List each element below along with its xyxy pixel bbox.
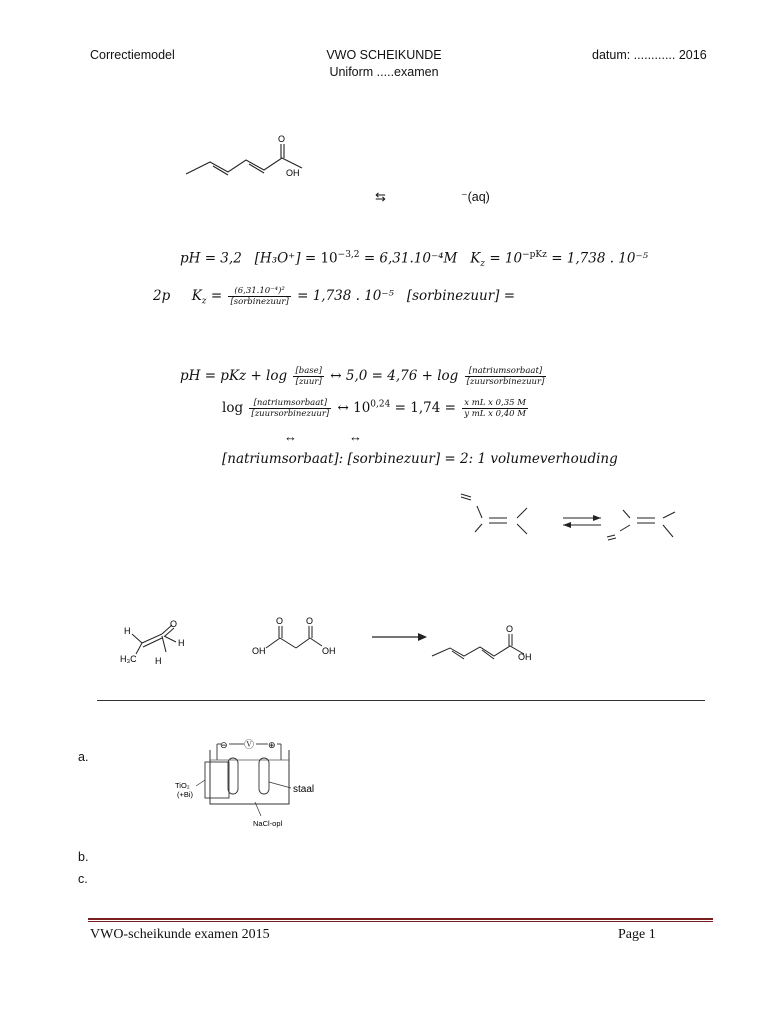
equilibrium-arrow: ⇆ bbox=[375, 189, 386, 204]
h-label-1: H bbox=[124, 626, 131, 636]
buffer-arrow-2: ↔ bbox=[349, 429, 362, 444]
minus-terminal: ⊖ bbox=[220, 740, 228, 750]
calc2-fraction bbox=[228, 286, 290, 307]
buffer-arrow-1: ↔ bbox=[284, 429, 297, 444]
calc-h3o-base: 10 bbox=[320, 250, 338, 267]
steel-label: staal bbox=[293, 784, 315, 795]
hydroxyl-label-3: OH bbox=[322, 646, 336, 656]
buffer-line-1 bbox=[180, 366, 548, 387]
buffer-power-exp: 0,24 bbox=[370, 399, 391, 410]
buffer-log: log bbox=[222, 400, 244, 416]
calc-kz-value: = 1,738 . 10⁻⁵ bbox=[551, 250, 649, 267]
header-left: Correctiemodel bbox=[90, 48, 175, 62]
frac-volume-x: x mL x 0,35 M bbox=[462, 398, 528, 409]
points-label: 2p bbox=[153, 288, 171, 304]
frac-sorbic: [zuursorbinezuur] bbox=[466, 377, 545, 387]
electrochemical-cell-diagram bbox=[165, 734, 345, 830]
page-number: Page 1 bbox=[618, 927, 656, 942]
oxygen-label-5: O bbox=[506, 624, 514, 634]
frac-volume-y: y mL x 0,40 M bbox=[464, 409, 526, 419]
sorbic-acid-product bbox=[428, 620, 538, 664]
calc-h3o: [H₃O⁺] = bbox=[254, 250, 317, 267]
hydroxyl-label: OH bbox=[286, 168, 300, 178]
oxygen-label-3: O bbox=[276, 616, 284, 626]
equilibrium-product: ⁻(aq) bbox=[461, 190, 490, 204]
buffer-frac-base-acid bbox=[293, 366, 324, 387]
frac-salt: [natriumsorbaat] bbox=[465, 366, 547, 377]
hydroxyl-label-4: OH bbox=[518, 652, 532, 662]
footer-rule-bottom bbox=[88, 921, 713, 922]
calc-kz-eq: = 10 bbox=[489, 250, 523, 267]
tio2-label: TiO₂ bbox=[175, 781, 190, 790]
calc2-conc: [sorbinezuur] = bbox=[406, 288, 516, 304]
footer-rule-top bbox=[88, 918, 713, 920]
calc-kz-sub: z bbox=[480, 259, 486, 270]
answer-b: b. bbox=[78, 850, 89, 864]
calc2-kz-sub: z bbox=[201, 296, 207, 307]
oxygen-label-2: O bbox=[170, 619, 178, 629]
oxygen-label-4: O bbox=[306, 616, 314, 626]
frac-acid: [zuur] bbox=[295, 377, 322, 387]
nacl-label: NaCl-opl bbox=[253, 819, 283, 828]
reaction-arrow bbox=[370, 630, 430, 644]
calc-kz-exp: −pKz bbox=[522, 250, 547, 260]
sorbic-acid-structure bbox=[180, 132, 320, 182]
calc-h3o-exp: −3,2 bbox=[337, 250, 360, 260]
calc2-value: = 1,738 . 10⁻⁵ bbox=[297, 288, 394, 304]
calc-h3o-value: = 6,31.10⁻⁴M bbox=[363, 250, 458, 267]
calc-ph-line bbox=[180, 250, 648, 269]
calc2-eq: = bbox=[210, 288, 223, 304]
frac-base: [base] bbox=[295, 366, 322, 376]
buffer-mid: ↔ 5,0 = 4,76 + log bbox=[330, 368, 459, 384]
frac2-salt: [natriumsorbaat] bbox=[249, 398, 331, 409]
oxygen-label: O bbox=[278, 134, 286, 144]
h-label-2: H bbox=[155, 656, 162, 666]
methyl-label: H₃C bbox=[120, 654, 137, 664]
calc2-frac-num: (6,31.10⁻⁴)² bbox=[228, 286, 290, 297]
malonic-acid-structure bbox=[250, 616, 345, 662]
header-title: VWO SCHEIKUNDE bbox=[326, 48, 442, 62]
buffer-line-2 bbox=[222, 398, 530, 419]
buffer-frac-salt-acid bbox=[465, 366, 547, 387]
footer-left: VWO-scheikunde examen 2015 bbox=[90, 927, 270, 942]
header-subtitle: Uniform .....examen bbox=[329, 65, 439, 79]
buffer-ph-eq: pH = pKz + log bbox=[180, 368, 288, 384]
h-label-3: H bbox=[178, 638, 185, 648]
isomer-equilibrium-sketch bbox=[455, 488, 695, 550]
calc-kz: K bbox=[470, 250, 481, 267]
header-date: datum: ............ 2016 bbox=[592, 48, 707, 62]
hydroxyl-label-2: OH bbox=[252, 646, 266, 656]
frac2-acid: [zuursorbinezuur] bbox=[251, 409, 330, 419]
calc-kz-line bbox=[153, 286, 515, 307]
buffer-conclusion: [natriumsorbaat]: [sorbinezuur] = 2: 1 volumeverhouding bbox=[222, 451, 618, 467]
buffer-ratio: = 1,74 = bbox=[394, 400, 456, 416]
buffer-power: ↔ 10 bbox=[337, 400, 371, 416]
calc2-frac-den: [sorbinezuur] bbox=[230, 297, 289, 307]
plus-terminal: ⊕ bbox=[268, 740, 276, 750]
answer-a: a. bbox=[78, 750, 89, 764]
buffer-frac-2b bbox=[462, 398, 528, 419]
crotonaldehyde-structure bbox=[118, 616, 198, 666]
calc2-kz: K bbox=[191, 288, 202, 304]
answer-c: c. bbox=[78, 872, 88, 886]
calc-ph: pH = 3,2 bbox=[180, 250, 242, 267]
buffer-frac-2a bbox=[249, 398, 331, 419]
voltmeter-symbol: Ⓥ bbox=[244, 740, 254, 751]
bi-label: (+Bi) bbox=[177, 790, 194, 799]
section-divider bbox=[97, 700, 705, 701]
